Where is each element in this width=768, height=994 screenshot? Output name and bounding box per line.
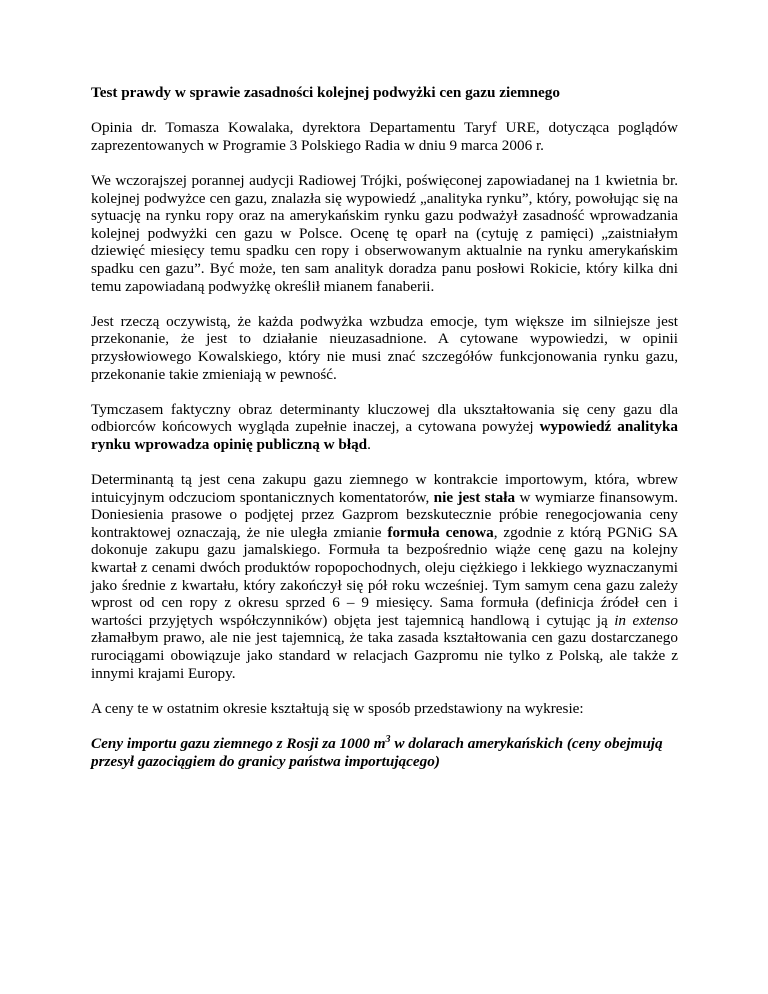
intro-paragraph: Opinia dr. Tomasza Kowalaka, dyrektora Departamentu Taryf URE, dotycząca poglądów zaprezentowanych w Programie 3 Polskiego Radia w dniu 9 marca 2006 r.	[91, 119, 678, 154]
italic-text: in extenso	[614, 611, 678, 629]
document-title: Test prawdy w sprawie zasadności kolejnej podwyżki cen gazu ziemnego	[91, 84, 560, 101]
text-span: , zgodnie z którą PGNiG SA dokonuje zakupu gazu jamalskiego. Formuła ta bezpośrednio wiąże cenę gazu na kolejny kwartał z cenami dwóch produktów ropopochodnych, oleju ciężkiego i lekkiego wyznaczanymi jako średnie z kwartału, który zakończył się pół roku wcześniej. Tym samym cena gazu zależy wprost od cen ropy z okresu sprzed 6 – 9 miesięcy. Sama formuła (definicja źródeł cen i wartości przyjętych współczynników) objęta jest tajemnicą handlową i cytując ją	[91, 523, 679, 629]
bold-text: wypowiedź analityka rynku wprowadza opinię publiczną w błąd	[91, 418, 679, 453]
text-span: .	[367, 435, 371, 453]
paragraph-price-formula	[91, 471, 678, 682]
paragraph-emotions: Jest rzeczą oczywistą, że każda podwyżka wzbudza emocje, tym większe im silniejsze jest przekonanie, że jest to działanie nieuzasadnione. A cytowane wypowiedzi, w opinii przysłowiowego Kowalskiego, który nie musi znać szczegółów funkcjonowania rynku gazu, przekonanie takie zmieniają w pewność.	[91, 312, 678, 383]
superscript: 3	[385, 733, 391, 745]
document-page	[91, 84, 678, 788]
paragraph-chart-intro: A ceny te w ostatnim okresie kształtują się w sposób przedstawiony na wykresie:	[91, 699, 584, 717]
text-span: Determinantą tą jest cena zakupu gazu ziemnego w kontrakcie importowym, która, wbrew intuicyjnym odczuciom spontanicznych komentatorów,	[91, 471, 678, 506]
text-span: złamałbym prawo, ale nie jest tajemnicą, że taka zasada kształtowania cen gazu dostarczanego rurociągami obowiązuje jako standard w relacjach Gazpromu nie tylko z Polską, ale także z innymi krajami Europy.	[91, 629, 678, 682]
caption-text: w dolarach amerykańskich (ceny obejmują przesył gazociągiem do granicy państwa importującego)	[91, 734, 663, 770]
caption-text: Ceny importu gazu ziemnego z Rosji za 1000 m	[91, 734, 386, 752]
text-span: Tymczasem faktyczny obraz determinanty kluczowej dla ukształtowania się ceny gazu dla odbiorców końcowych wygląda zupełnie inaczej, a cytowana powyżej	[91, 400, 678, 436]
text-span: w wymiarze finansowym. Doniesienia prasowe o podjętej przez Gazprom bezskutecznie próbie renegocjowania ceny kontraktowej oznaczają, że nie uległa zmianie	[91, 488, 678, 541]
paragraph-radio-broadcast: We wczorajszej porannej audycji Radiowej Trójki, poświęconej zapowiadanej na 1 kwietnia br. kolejnej podwyżce cen gazu, znalazła się wypowiedź „analityka rynku”, który, powołując się na sytuację na rynku ropy oraz na amerykańskim rynku gazu podważył zasadność wprowadzania kolejnej podwyżki cen gazu w Polsce. Ocenę tę oparł na (cytuję z pamięci) „zaistniałym dziewięć miesięcy temu spadku cen ropy i obserwowanym aktualnie na rynku amerykańskim spadku cen gazu”. Być może, ten sam analityk doradza panu posłowi Rokicie, który kilka dni temu zapowiadaną podwyżkę określił mianem fanaberii.	[91, 171, 678, 295]
bold-text: formuła cenowa	[387, 523, 494, 541]
bold-text: nie jest stała	[433, 488, 516, 506]
paragraph-actual-picture	[91, 401, 678, 454]
chart-caption	[91, 735, 678, 770]
